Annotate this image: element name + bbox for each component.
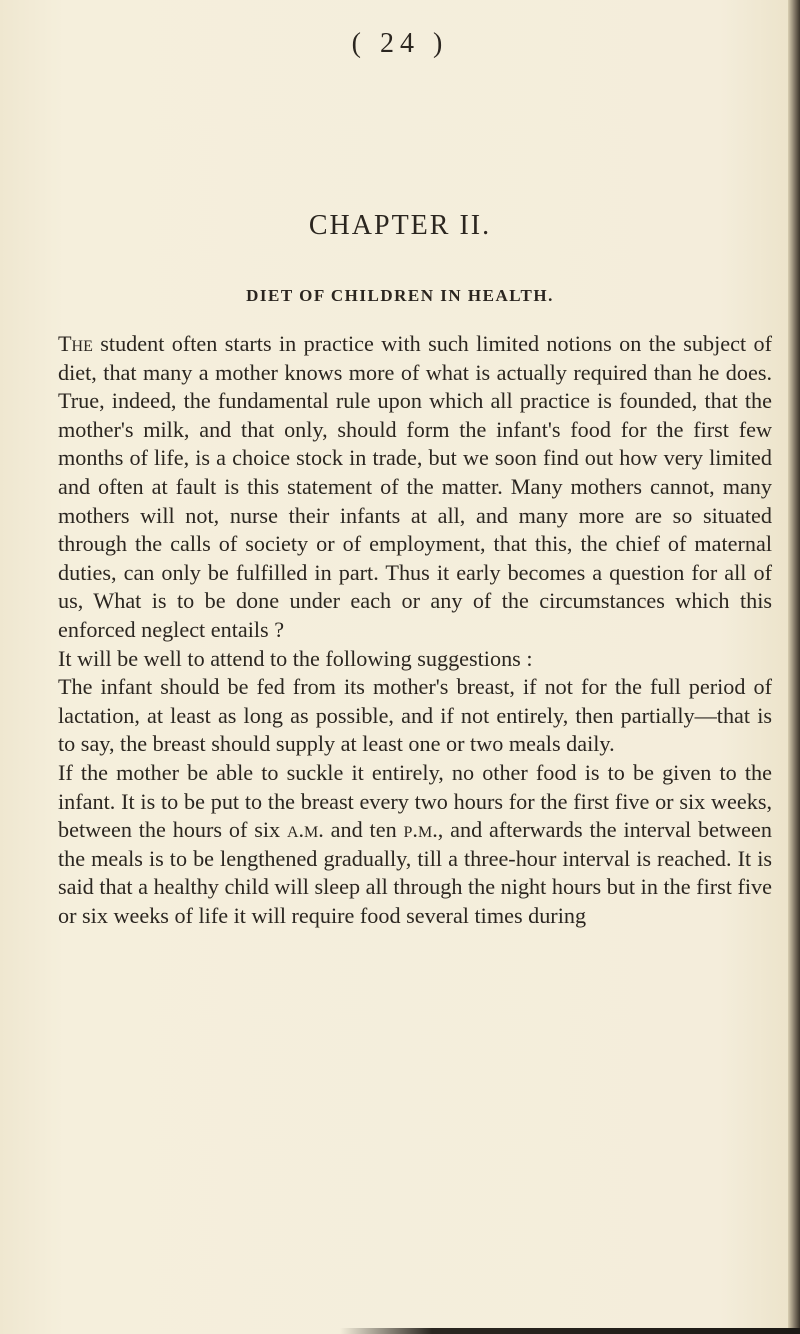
page-number: ( 24 ) [351, 28, 449, 59]
paragraph [58, 330, 772, 645]
paragraph [58, 673, 772, 759]
paragraph-text: If the mother be able to suckle it entirely, no other food is to be given to the infant. It is to be put to the breast every two hours for the first five or six weeks, between the hours of six [58, 759, 772, 843]
time-am: a.m. [286, 817, 324, 843]
paragraph [58, 645, 772, 674]
paragraph-text: student often starts in practice with such limited notions on the subject of diet, that many a mother knows more of what is actually required than he does. True, indeed, the fundamental rule upon which all practice is founded, that the mother's milk, and that only, should form the infant's food for the first few months of life, is a choice stock in trade, but we soon find out how very limited and often at fault is this statement of the matter. Many mothers cannot, many mothers will not, nurse their infants at all, and many more are so situated through the calls of society or of employment, that this, the chief of maternal duties, can only be fulfilled in part. Thus it early becomes a question for all of us, What is to be done under each or any of the circumstances which this enforced neglect entails ? [58, 331, 772, 642]
chapter-subtitle: DIET OF CHILDREN IN HEALTH. [246, 286, 554, 305]
paragraph-text: It will be well to attend to the following suggestions : [58, 645, 533, 671]
paragraph [58, 759, 772, 931]
paragraph-text: The infant should be fed from its mother's breast, if not for the full period of lactation, at least as long as possible, and if not entirely, then partially—that is to say, the breast should supply at least one or two meals daily. [58, 674, 772, 757]
page-bottom-shadow [340, 1328, 800, 1334]
body-text [58, 330, 772, 930]
chapter-title: CHAPTER II. [308, 210, 492, 241]
time-pm: p.m. [403, 817, 438, 843]
paragraph-text: , and afterwards the interval between the meals is to be lengthened gradually, till a three-hour interval is reached. It is said that a healthy child will sleep all through the night hours but in the first five or six weeks of life it will require food several times during [58, 817, 772, 928]
page-edge-shadow [788, 0, 800, 1334]
paragraph-lead-word: The [58, 331, 93, 356]
paragraph-text: and ten [323, 817, 404, 843]
